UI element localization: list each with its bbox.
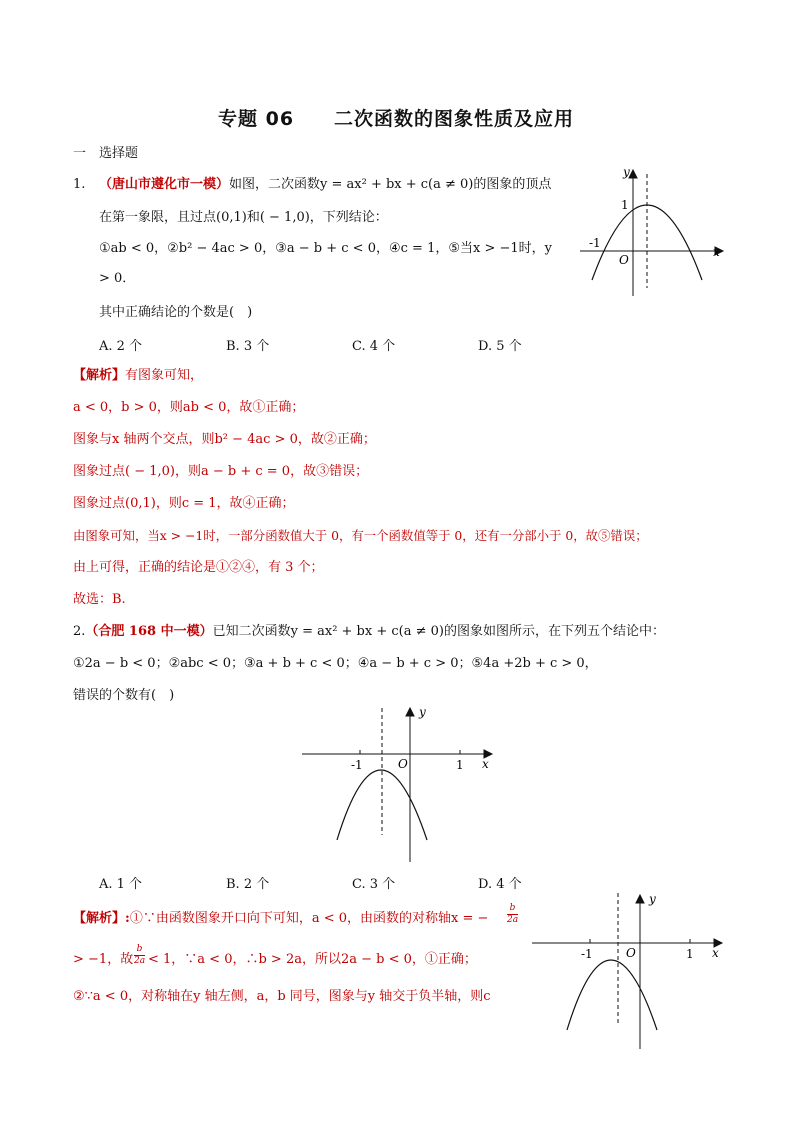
a2-neg-one-label: -1 <box>581 947 593 961</box>
q1-conclusions-cont: > 0． <box>99 271 136 286</box>
analysis2-fraction-1 <box>507 903 518 926</box>
a2-parabola <box>567 960 657 1030</box>
analysis2-parabola-graph <box>530 885 730 1055</box>
q2-option-d[interactable]: D. 4 个 <box>478 877 522 892</box>
q2-y-arrow <box>406 708 414 716</box>
analysis2-line1 <box>73 910 488 928</box>
q1-y-label: y <box>623 165 630 179</box>
a2-one-label: 1 <box>686 947 694 961</box>
analysis1-line3: 图象与x 轴两个交点，则b² − 4ac > 0，故②正确； <box>73 432 376 447</box>
section-number: 一 <box>73 146 87 161</box>
analysis2-line2b: < 1，∵a < 0，∴b > 2a，所以2a − b < 0，①正确； <box>148 952 477 967</box>
fraction2-den: 2a <box>134 956 146 966</box>
q1-option-c[interactable]: C. 4 个 <box>352 339 396 354</box>
q2-number: 2. <box>73 624 86 639</box>
q1-conclusions: ①ab < 0，②b² − 4ac > 0，③a − b + c < 0，④c = 1，⑤当x > −1时，y <box>99 241 552 256</box>
analysis1-line2: a < 0，b > 0，则ab < 0，故①正确； <box>73 400 305 415</box>
q1-origin-label: O <box>619 253 629 267</box>
a2-origin-label: O <box>626 946 636 960</box>
analysis1-text-0: 有图象可知， <box>125 368 204 383</box>
q1-neg-one-label: -1 <box>589 236 601 250</box>
q2-one-label: 1 <box>456 758 464 772</box>
analysis1-answer: 故选：B. <box>73 592 126 607</box>
q2-x-label: x <box>482 757 489 771</box>
analysis2-line2a: > −1，故 <box>73 952 134 967</box>
analysis1-line7: 由上可得，正确的结论是①②④，有 3 个； <box>73 560 324 575</box>
q1-question: 其中正确结论的个数是( ) <box>99 305 253 320</box>
q1-option-b[interactable]: B. 3 个 <box>226 339 270 354</box>
a2-y-arrow <box>636 895 644 903</box>
analysis2-text-1: ①∵由函数图象开口向下可知，a < 0，由函数的对称轴x = − <box>129 911 489 926</box>
analysis1-line6: 由图象可知，当x > −1时，一部分函数值大于 0，有一个函数值等于 0，还有一分部小于 0，故⑤错误； <box>73 528 648 543</box>
q2-option-b[interactable]: B. 2 个 <box>226 877 270 892</box>
analysis2-line3: ②∵a < 0，对称轴在y 轴左侧，a，b 同号，图象与y 轴交于负半轴，则c <box>73 989 491 1004</box>
q1-source: （唐山市遵化市一模） <box>99 177 230 192</box>
analysis2-tag: 【解析】: <box>73 911 130 926</box>
q1-parabola-graph <box>575 160 735 300</box>
a2-x-label: x <box>712 946 719 960</box>
fraction1-den: 2a <box>507 915 519 925</box>
analysis1-line4: 图象过点( − 1,0)，则a − b + c = 0，故③错误； <box>73 464 369 479</box>
q1-one-label: 1 <box>621 198 629 212</box>
q1-option-d[interactable]: D. 5 个 <box>478 339 522 354</box>
section-label: 选择题 <box>99 146 139 161</box>
q2-origin-label: O <box>398 757 408 771</box>
a2-y-label: y <box>649 892 656 906</box>
q2-question: 错误的个数有( ) <box>73 688 175 703</box>
page-title: 专题 06 二次函数的图象性质及应用 <box>218 108 575 130</box>
q1-option-a[interactable]: A. 2 个 <box>99 339 143 354</box>
q2-text-1: 已知二次函数y = ax² + bx + c(a ≠ 0)的图象如图所示，在下列五个结论中： <box>212 624 665 639</box>
q1-stem-line1 <box>99 176 551 194</box>
q1-stem-line2: 在第一象限，且过点(0,1)和( − 1,0)，下列结论： <box>99 210 388 225</box>
q1-text-1: 如图，二次函数y = ax² + bx + c(a ≠ 0)的图象的顶点 <box>229 177 552 192</box>
q2-neg-one-label: -1 <box>351 758 363 772</box>
fraction1-num: b <box>509 903 516 913</box>
analysis1-tag: 【解析】 <box>73 368 126 383</box>
q1-number: 1. <box>73 177 86 192</box>
analysis1-line5: 图象过点(0,1)，则c = 1，故④正确； <box>73 496 295 511</box>
q2-stem-line1 <box>73 623 665 641</box>
q2-option-c[interactable]: C. 3 个 <box>352 877 396 892</box>
q2-source: （合肥 168 中一模） <box>85 624 213 639</box>
q2-parabola-graph <box>300 700 500 865</box>
analysis1-line1 <box>73 367 203 385</box>
analysis2-fraction-2 <box>134 944 145 967</box>
fraction2-num: b <box>136 944 143 954</box>
q1-y-arrow <box>629 170 637 178</box>
q2-conclusions: ①2a − b < 0；②abc < 0；③a + b + c < 0；④a − b + c > 0；⑤4a +2b + c > 0， <box>73 656 598 671</box>
q2-y-label: y <box>419 705 426 719</box>
q1-x-label: x <box>713 245 720 259</box>
q2-option-a[interactable]: A. 1 个 <box>99 877 143 892</box>
